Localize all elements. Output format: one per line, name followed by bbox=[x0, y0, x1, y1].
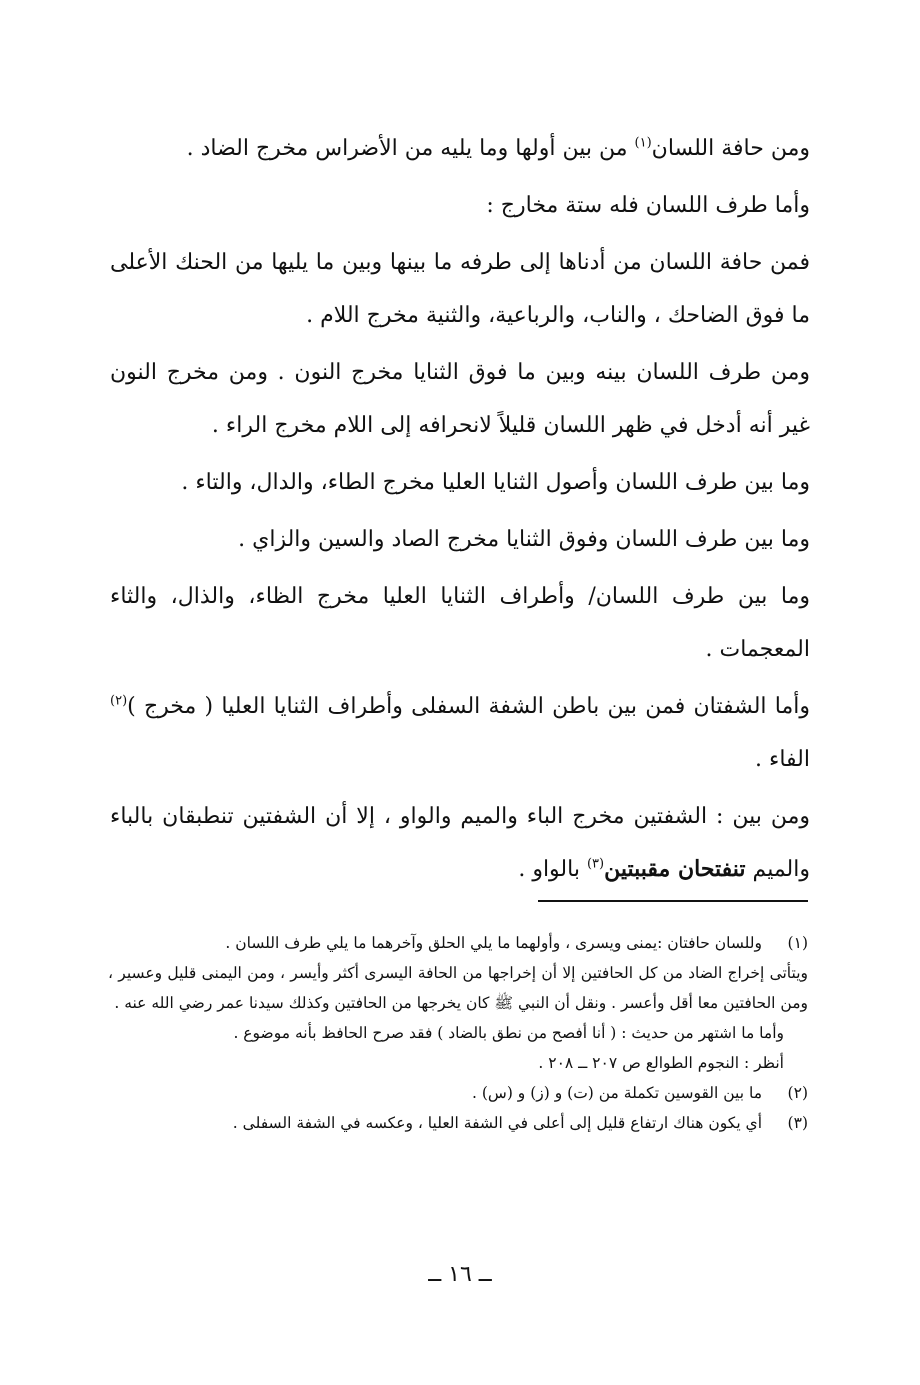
paragraph-5: وما بين طرف اللسان وأصول الثنايا العليا مخرج الطاء، والدال، والتاء . bbox=[181, 470, 810, 495]
main-text bbox=[110, 122, 810, 900]
paragraph-8 bbox=[110, 680, 810, 790]
footnote-1-reference: أنظر : النجوم الطوالع ص ٢٠٧ ــ ٢٠٨ . bbox=[538, 1054, 784, 1072]
footnote-ref-2[interactable]: (٢) bbox=[110, 693, 128, 709]
footnote-line: ما بين القوسين تكملة من (ت) و (ز) و (س) . bbox=[472, 1084, 762, 1102]
footnote-line: أي يكون هناك ارتفاع قليل إلى أعلى في الشفة العليا ، وعكسه في الشفة السفلى . bbox=[232, 1114, 762, 1132]
paragraph-3: فمن حافة اللسان من أدناها إلى طرفه ما بينها وبين ما يليها من الحنك الأعلى ما فوق الضاحك ، والناب، والرباعية، والثنية مخرج اللام . bbox=[110, 250, 810, 328]
footnote-1-continuation: ويتأتى إخراج الضاد من كل الحافتين إلا أن إخراجها من الحافة اليسرى أكثر وأيسر ، ومن اليمنى قليل وعسير ، ومن الحافتين معا أقل وأعسر . ونقل أن النبي ﷺ كان يخرجها من الحافتين وكذلك سيدنا عمر رضي الله عنه . bbox=[108, 964, 808, 1012]
footnote-body bbox=[108, 1078, 762, 1108]
footnote-number: (١) bbox=[787, 934, 808, 952]
footnote-number: (٢) bbox=[787, 1084, 808, 1102]
paragraph-9-text-b: بالواو . bbox=[518, 857, 587, 882]
paragraph-1 bbox=[110, 122, 810, 179]
footnote-2 bbox=[108, 1078, 808, 1108]
footnote-number: (٣) bbox=[787, 1114, 808, 1132]
footnote-1-hadith-note: وأما ما اشتهر من حديث : ( أنا أفصح من نطق بالضاد ) فقد صرح الحافظ بأنه موضوع . bbox=[233, 1024, 784, 1042]
paragraph-9-bold-phrase: تنفتحان مقببتين bbox=[604, 856, 746, 882]
paragraph-2: وأما طرف اللسان فله ستة مخارج : bbox=[486, 193, 810, 218]
paragraph-7: وما بين طرف اللسان/ وأطراف الثنايا العليا مخرج الظاء، والذال، والثاء المعجمات . bbox=[110, 584, 810, 662]
paragraph-9-text-a: ومن بين : الشفتين مخرج الباء والميم والواو ، إلا أن الشفتين تنطبقان بالباء والميم bbox=[110, 804, 810, 882]
footnote-body bbox=[108, 1108, 762, 1138]
footnote-line: وللسان حافتان :يمنى ويسرى ، وأولهما ما يلي الحلق وآخرهما ما يلي طرف اللسان . bbox=[225, 934, 762, 952]
footnote-3 bbox=[108, 1108, 808, 1138]
paragraph-1-text-b: من بين أولها وما يليه من الأضراس مخرج الضاد . bbox=[186, 136, 635, 161]
paragraph-9 bbox=[110, 790, 810, 900]
footnote-ref-1[interactable]: (١) bbox=[634, 135, 652, 151]
paragraph-4: ومن طرف اللسان بينه وبين ما فوق الثنايا مخرج النون . ومن مخرج النون غير أنه أدخل في ظهر اللسان قليلاً لانحرافه إلى اللام مخرج الراء . bbox=[110, 360, 810, 438]
paragraph-8-text-a: وأما الشفتان فمن بين باطن الشفة السفلى وأطراف الثنايا العليا ( مخرج ) bbox=[127, 694, 810, 719]
page-number: ــ ١٦ ــ bbox=[428, 1262, 492, 1287]
footnotes-section bbox=[108, 928, 808, 1138]
paragraph-1-text-a: ومن حافة اللسان bbox=[651, 136, 810, 161]
footnote-1 bbox=[108, 928, 808, 958]
footnote-ref-3[interactable]: (٣) bbox=[586, 856, 605, 872]
paragraph-6: وما بين طرف اللسان وفوق الثنايا مخرج الصاد والسين والزاي . bbox=[238, 527, 810, 552]
paragraph-8-text-b: الفاء . bbox=[755, 747, 810, 772]
footnote-body bbox=[108, 928, 762, 958]
footnote-divider bbox=[538, 900, 808, 902]
